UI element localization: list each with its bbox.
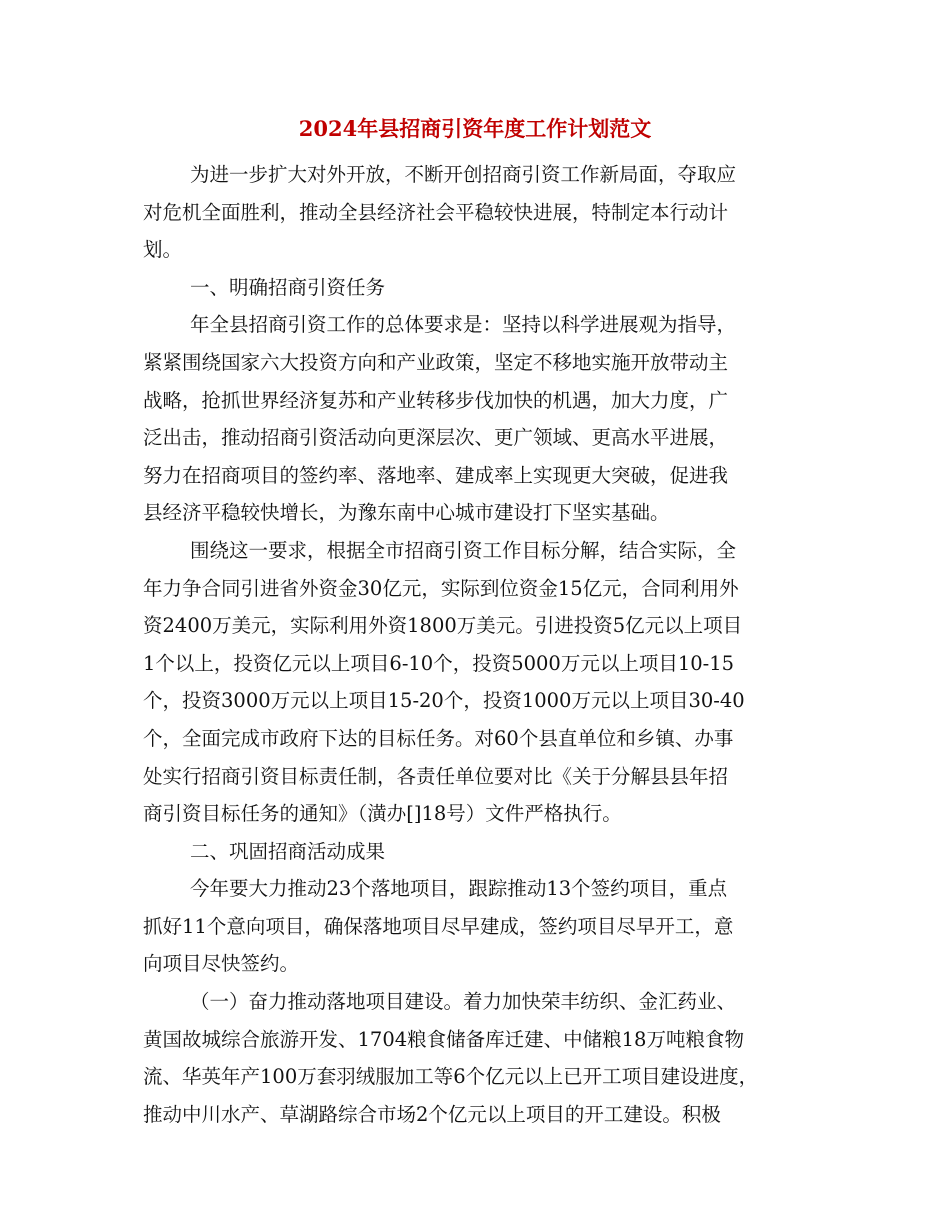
text-line: 抓好11个意向项目，确保落地项目尽早建成，签约项目尽早开工，意 xyxy=(143,914,734,938)
text-line: 1个以上，投资亿元以上项目6-10个，投资5000万元以上项目10-15 xyxy=(143,651,735,675)
text-line: 个，投资3000万元以上项目15-20个，投资1000万元以上项目30-40 xyxy=(143,689,745,713)
text-line: 划。 xyxy=(143,238,183,262)
text-line: 泛出击，推动招商引资活动向更深层次、更广领域、更高水平进展， xyxy=(143,426,729,450)
text-line: 向项目尽快签约。 xyxy=(143,952,300,976)
text-line: 为进一步扩大对外开放，不断开创招商引资工作新局面，夺取应 xyxy=(190,163,737,186)
text-line: 二、巩固招商活动成果 xyxy=(190,839,386,863)
text-line: 努力在招商项目的签约率、落地率、建成率上实现更大突破，促进我 xyxy=(143,463,729,487)
text-line: 县经济平稳较快增长，为豫东南中心城市建设打下坚实基础。 xyxy=(143,501,670,525)
text-line: 商引资目标任务的通知》（潢办[]18号）文件严格执行。 xyxy=(143,802,622,826)
text-line: 一、明确招商引资任务 xyxy=(190,275,386,299)
text-line: 今年要大力推动23个落地项目，跟踪推动13个签约项目，重点 xyxy=(190,877,728,901)
text-line: 推动中川水产、草湖路综合市场2个亿元以上项目的开工建设。积极 xyxy=(143,1102,721,1126)
text-line: 流、华英年产100万套羽绒服加工等6个亿元以上已开工项目建设进度， xyxy=(143,1065,759,1089)
document-body xyxy=(143,156,823,1133)
text-line: 黄国故城综合旅游开发、1704粮食储备库迁建、中储粮18万吨粮食物 xyxy=(143,1027,744,1051)
text-line: 对危机全面胜利，推动全县经济社会平稳较快进展，特制定本行动计 xyxy=(143,200,729,224)
text-line: 年力争合同引进省外资金30亿元，实际到位资金15亿元，合同利用外 xyxy=(143,576,739,600)
text-line: 紧紧围绕国家六大投资方向和产业政策，坚定不移地实施开放带动主 xyxy=(143,350,729,374)
text-line: 围绕这一要求，根据全市招商引资工作目标分解，结合实际，全 xyxy=(190,538,737,562)
text-line: 个，全面完成市政府下达的目标任务。对60个县直单位和乡镇、办事 xyxy=(143,726,734,750)
text-line: 处实行招商引资目标责任制，各责任单位要对比《关于分解县县年招 xyxy=(143,764,729,788)
text-line: （一）奋力推动落地项目建设。着力加快荣丰纺织、金汇药业、 xyxy=(190,990,737,1014)
text-line: 年全县招商引资工作的总体要求是：坚持以科学进展观为指导， xyxy=(190,313,737,337)
text-line: 资2400万美元，实际利用外资1800万美元。引进投资5亿元以上项目 xyxy=(143,614,743,638)
document-title: 2024年县招商引资年度工作计划范文 xyxy=(298,116,652,141)
text-line: 战略，抢抓世界经济复苏和产业转移步伐加快的机遇，加大力度，广 xyxy=(143,388,729,412)
